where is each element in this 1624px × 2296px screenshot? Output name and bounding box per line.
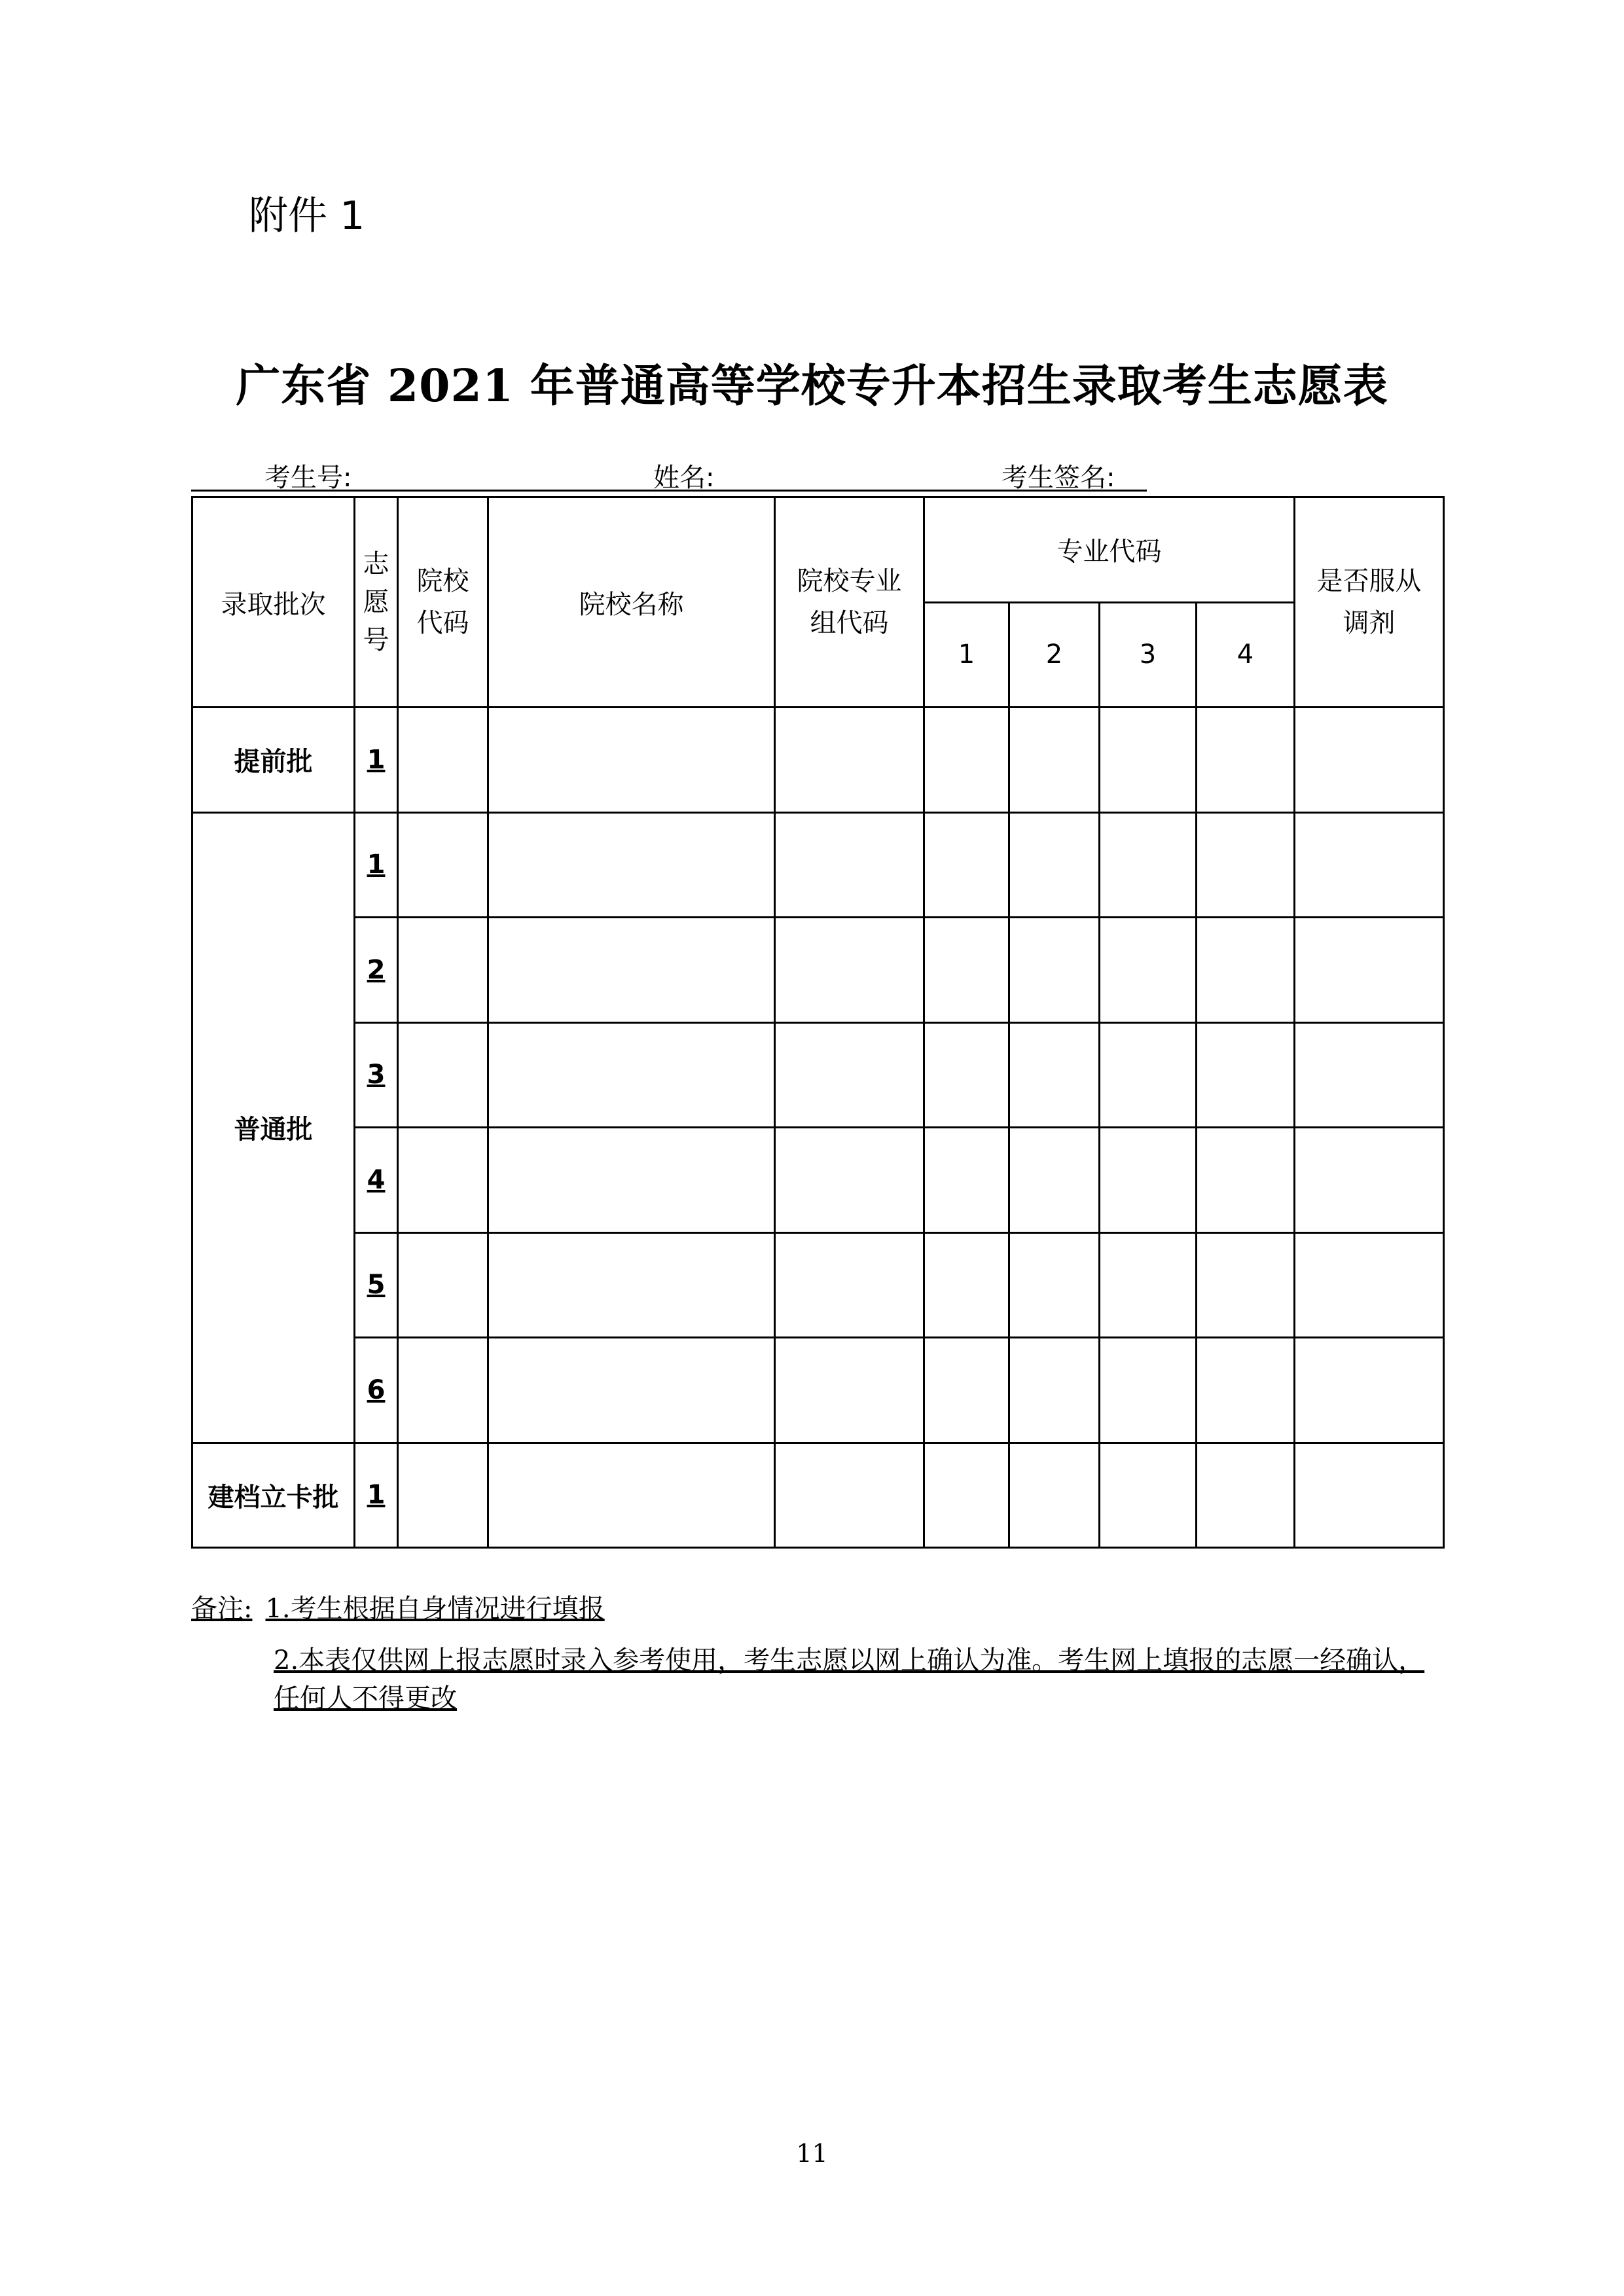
page-number: 11 [796, 2139, 828, 2168]
school-name-cell[interactable] [488, 1022, 775, 1128]
header-batch: 录取批次 [192, 497, 355, 708]
header-school-code-line: 代码 [416, 608, 469, 638]
group-code-cell[interactable] [775, 1338, 924, 1443]
header-wish-number-line: 号 [363, 625, 389, 655]
school-code-cell[interactable] [398, 1443, 488, 1548]
major-code-cell[interactable] [1197, 812, 1295, 918]
table-row [192, 1128, 1444, 1233]
header-school-code-line: 院校 [416, 566, 469, 596]
adjust-cell[interactable] [1295, 1022, 1444, 1128]
major-code-cell[interactable] [1100, 1022, 1197, 1128]
group-code-cell[interactable] [775, 1232, 924, 1338]
major-code-cell[interactable] [1197, 708, 1295, 813]
adjust-cell[interactable] [1295, 708, 1444, 813]
group-code-cell[interactable] [775, 1128, 924, 1233]
school-code-cell[interactable] [398, 1232, 488, 1338]
major-code-cell[interactable] [1100, 1232, 1197, 1338]
adjust-cell[interactable] [1295, 1128, 1444, 1233]
major-code-cell[interactable] [924, 812, 1009, 918]
header-adjust-line: 调剂 [1343, 608, 1396, 638]
major-code-cell[interactable] [924, 1022, 1009, 1128]
school-name-cell[interactable] [488, 1232, 775, 1338]
wish-number: 4 [355, 1128, 398, 1233]
signature-label: 考生签名: [1001, 463, 1115, 493]
attachment-label: 附件 1 [249, 193, 365, 239]
adjust-cell[interactable] [1295, 1338, 1444, 1443]
school-code-cell[interactable] [398, 708, 488, 813]
header-major-col-1: 1 [924, 602, 1009, 708]
page-title: 广东省 2021 年普通高等学校专升本招生录取考生志愿表 [236, 360, 1388, 412]
school-name-cell[interactable] [488, 1128, 775, 1233]
school-code-cell[interactable] [398, 1128, 488, 1233]
table-row [192, 918, 1444, 1023]
school-name-cell[interactable] [488, 708, 775, 813]
major-code-cell[interactable] [924, 1232, 1009, 1338]
major-code-cell[interactable] [924, 1128, 1009, 1233]
header-adjust [1295, 497, 1444, 708]
header-major-col-3: 3 [1100, 602, 1197, 708]
major-code-cell[interactable] [1100, 812, 1197, 918]
major-code-cell[interactable] [1009, 1128, 1100, 1233]
adjust-cell[interactable] [1295, 812, 1444, 918]
name-label: 姓名: [653, 463, 715, 493]
major-code-cell[interactable] [1197, 918, 1295, 1023]
note-2: 2.本表仅供网上报志愿时录入参考使用，考生志愿以网上确认为准。考生网上填报的志愿一经确认，任何人不得更改 [274, 1645, 1425, 1713]
major-code-cell[interactable] [1009, 1232, 1100, 1338]
wish-number: 6 [355, 1338, 398, 1443]
school-code-cell[interactable] [398, 1338, 488, 1443]
header-wish-number [355, 497, 398, 708]
school-name-cell[interactable] [488, 812, 775, 918]
table-row [192, 1443, 1444, 1548]
header-adjust-line: 是否服从 [1316, 566, 1422, 596]
wish-number: 3 [355, 1022, 398, 1128]
group-code-cell[interactable] [775, 1022, 924, 1128]
notes-prefix: 备注: [191, 1594, 253, 1624]
group-code-cell[interactable] [775, 708, 924, 813]
header-major-col-4: 4 [1197, 602, 1295, 708]
wish-number: 1 [355, 708, 398, 813]
major-code-cell[interactable] [1009, 812, 1100, 918]
school-code-cell[interactable] [398, 812, 488, 918]
wish-form-table [191, 496, 1445, 1549]
school-name-cell[interactable] [488, 1338, 775, 1443]
note-1 [191, 1588, 605, 1625]
major-code-cell[interactable] [1197, 1232, 1295, 1338]
school-code-cell[interactable] [398, 1022, 488, 1128]
major-code-cell[interactable] [1197, 1443, 1295, 1548]
adjust-cell[interactable] [1295, 1232, 1444, 1338]
table-row [192, 812, 1444, 918]
header-major-col-2: 2 [1009, 602, 1100, 708]
major-code-cell[interactable] [1009, 1022, 1100, 1128]
wish-number: 1 [355, 812, 398, 918]
major-code-cell[interactable] [924, 1338, 1009, 1443]
table-row [192, 1232, 1444, 1338]
table-row [192, 1338, 1444, 1443]
school-code-cell[interactable] [398, 918, 488, 1023]
major-code-cell[interactable] [1197, 1128, 1295, 1233]
group-code-cell[interactable] [775, 812, 924, 918]
wish-number: 2 [355, 918, 398, 1023]
header-school-name: 院校名称 [488, 497, 775, 708]
major-code-cell[interactable] [1100, 918, 1197, 1023]
major-code-cell[interactable] [1009, 918, 1100, 1023]
header-group-code-line: 院校专业 [797, 566, 902, 596]
candidate-info-line [191, 452, 1147, 492]
note-1-text: 1.考生根据自身情况进行填报 [265, 1594, 605, 1624]
batch-regular: 普通批 [192, 812, 355, 1443]
major-code-cell[interactable] [1009, 708, 1100, 813]
major-code-cell[interactable] [924, 918, 1009, 1023]
school-name-cell[interactable] [488, 918, 775, 1023]
major-code-cell[interactable] [1197, 1022, 1295, 1128]
batch-poverty-file: 建档立卡批 [192, 1443, 355, 1548]
header-wish-number-line: 志 [363, 549, 389, 579]
major-code-cell[interactable] [1100, 1443, 1197, 1548]
table-row [192, 708, 1444, 813]
adjust-cell[interactable] [1295, 1443, 1444, 1548]
major-code-cell[interactable] [1100, 1338, 1197, 1443]
header-group-code [775, 497, 924, 708]
batch-early: 提前批 [192, 708, 355, 813]
major-code-cell[interactable] [1009, 1443, 1100, 1548]
table-row [192, 1022, 1444, 1128]
header-group-code-line: 组代码 [810, 608, 889, 638]
header-wish-number-line: 愿 [363, 587, 389, 617]
header-school-code [398, 497, 488, 708]
major-code-cell[interactable] [1197, 1338, 1295, 1443]
major-code-cell[interactable] [1100, 1128, 1197, 1233]
group-code-cell[interactable] [775, 1443, 924, 1548]
header-major-code: 专业代码 [924, 497, 1295, 603]
school-name-cell[interactable] [488, 1443, 775, 1548]
wish-number: 5 [355, 1232, 398, 1338]
major-code-cell[interactable] [1100, 708, 1197, 813]
major-code-cell[interactable] [924, 1443, 1009, 1548]
wish-number: 1 [355, 1443, 398, 1548]
group-code-cell[interactable] [775, 918, 924, 1023]
major-code-cell[interactable] [924, 708, 1009, 813]
major-code-cell[interactable] [1009, 1338, 1100, 1443]
adjust-cell[interactable] [1295, 918, 1444, 1023]
header-row-1 [192, 497, 1444, 603]
candidate-number-label: 考生号: [264, 463, 352, 493]
